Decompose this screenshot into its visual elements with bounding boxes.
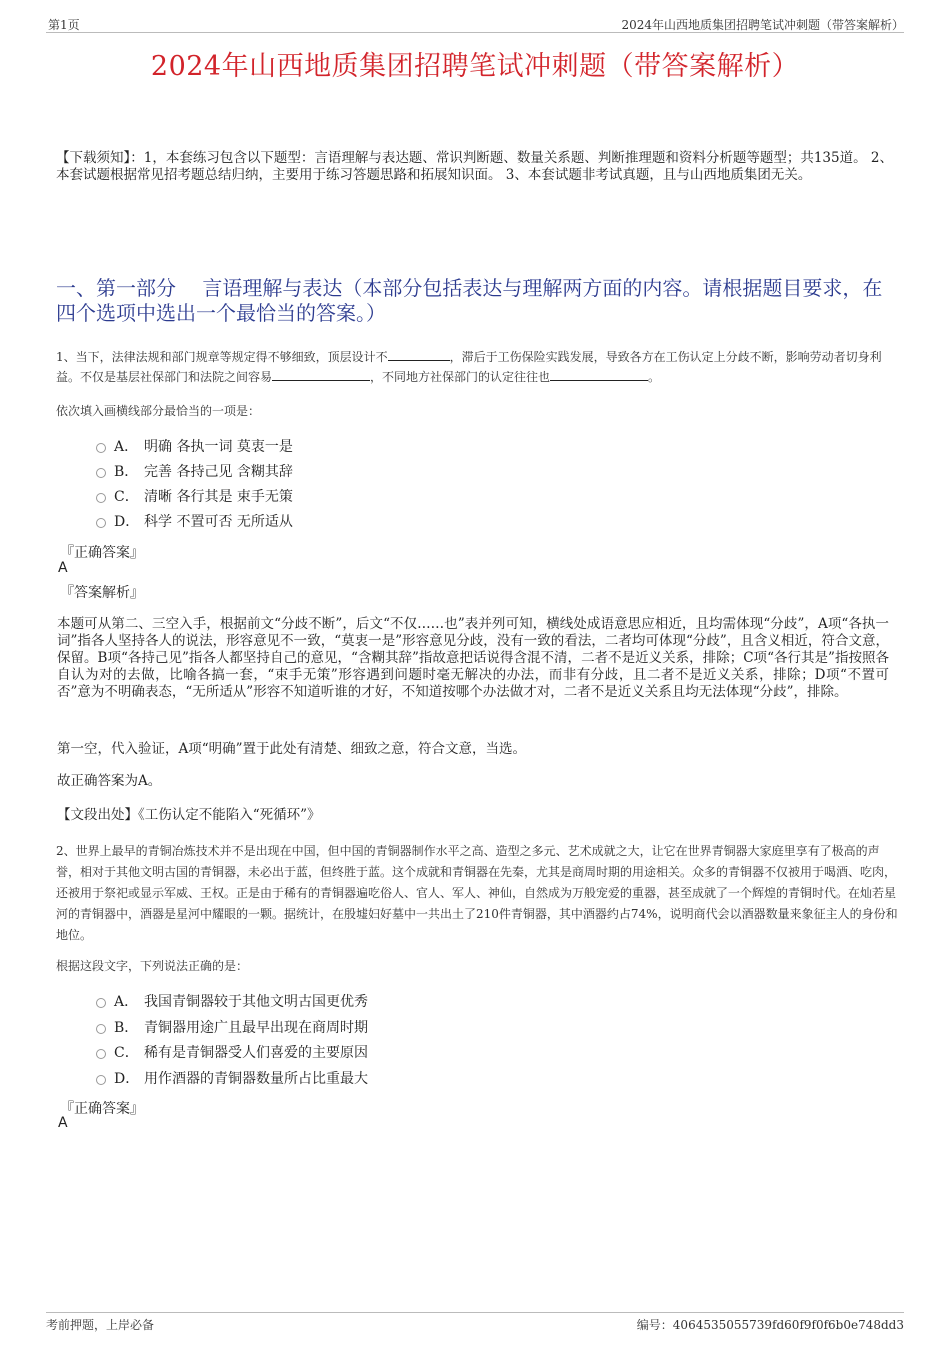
q2-answer: A bbox=[58, 1115, 68, 1131]
footer-slogan: 考前押题，上岸必备 bbox=[46, 1318, 155, 1332]
page-number: 第1页 bbox=[48, 18, 80, 32]
page-header bbox=[46, 14, 904, 33]
question-1-prompt: 依次填入画横线部分最恰当的一项是： bbox=[56, 404, 261, 418]
radio-button[interactable] bbox=[96, 1075, 106, 1085]
question-1-text: 1、当下，法律法规和部门规章等规定得不够细致，顶层设计不 ，滞后于工伤保险实践发展，导致各方在工伤认定上分歧不断，影响劳动者切身利益。不仅是基层社保部门和法院之间容易 ，不同地方社保部门的认定往往也 。 bbox=[56, 347, 901, 387]
q1-answer: A bbox=[58, 560, 68, 576]
question-2-prompt: 根据这段文字，下列说法正确的是： bbox=[56, 959, 249, 973]
q1-source: 【文段出处】《工伤认定不能陷入“死循环”》 bbox=[57, 807, 321, 823]
q1-analysis-paragraph: 本题可从第二、三空入手，根据前文“分歧不断”，后文“不仅……也”表并列可知，横线处成语意思应相近，且均需体现“分歧”，A项“各执一词”指各人坚持各人的说法，形容意见不一致，“莫衷一是”形容意见分歧，没有一致的看法，二者均可体现“分歧”，且含义相近，符合文意，保留。B项“各持己见”指各人都坚持自己的意见，“含糊其辞”指故意把话说得含混不清，二者不是近义关系，排除；C项“各行其是”指按照各自认为对的去做，比喻各搞一套，“束手无策”形容遇到问题时毫无解决的办法，而非有分歧，且二者不是近义关系，排除；D项“不置可否”意为不明确表态，“无所适从”形容不知道听谁的才好，不知道按哪个办法做才对，二者不是近义关系且均无法体现“分歧”，排除。 bbox=[57, 616, 889, 700]
header-doc-title: 2024年山西地质集团招聘笔试冲刺题（带答案解析） bbox=[621, 18, 904, 32]
q1-analysis-paragraph: 第一空，代入验证，A项“明确”置于此处有清楚、细致之意，符合文意，当选。 bbox=[57, 741, 527, 757]
radio-button[interactable] bbox=[96, 468, 106, 478]
radio-button[interactable] bbox=[96, 1024, 106, 1034]
q1-analysis-paragraph: 故正确答案为A。 bbox=[57, 773, 162, 789]
section-heading: 一、第一部分 言语理解与表达（本部分包括表达与理解两方面的内容。请根据题目要求，在四个选项中选出一个最恰当的答案。） bbox=[56, 276, 883, 325]
page-title: 2024年山西地质集团招聘笔试冲刺题（带答案解析） bbox=[150, 51, 800, 82]
radio-button[interactable] bbox=[96, 518, 106, 528]
answer-blank bbox=[272, 367, 370, 381]
radio-button[interactable] bbox=[96, 1049, 106, 1059]
q2-answer-label: 『正确答案』 bbox=[60, 1101, 144, 1117]
answer-blank bbox=[550, 367, 648, 381]
answer-blank bbox=[388, 347, 450, 361]
q1-analysis-label: 『答案解析』 bbox=[60, 585, 144, 601]
q1-answer-label: 『正确答案』 bbox=[60, 545, 144, 561]
radio-button[interactable] bbox=[96, 443, 106, 453]
radio-button[interactable] bbox=[96, 493, 106, 503]
page-footer bbox=[46, 1312, 904, 1333]
footer-doc-id: 编号：4064535055739fd60f9f0f6b0e748dd3 bbox=[636, 1318, 904, 1332]
download-notice: 【下载须知】：1，本套练习包含以下题型：言语理解与表达题、常识判断题、数量关系题、判断推理题和资料分析题等题型；共135道。 2、本套试题根据常见招考题总结归纳，主要用于练习答题思路和拓展知识面。 3、本套试题非考试真题，且与山西地质集团无关。 bbox=[56, 150, 893, 183]
question-2-text: 2、世界上最早的青铜冶炼技术并不是出现在中国，但中国的青铜器制作水平之高、造型之多元、艺术成就之大，让它在世界青铜器大家庭里享有了极高的声誉，相对于其他文明古国的青铜器，未必出于蓝，但终胜于蓝。这个成就和青铜器在先秦，尤其是商周时期的用途相关。众多的青铜器不仅被用于喝酒、吃肉，还被用于祭祀或显示军威、王权。正是由于稀有的青铜器遍吃俗人、官人、军人、神仙，自然成为万般宠爱的重器，甚至成就了一个辉煌的青铜时代。在灿若星河的青铜器中，酒器是星河中耀眼的一颗。据统计，在殷墟妇好墓中一共出土了210件青铜器，其中酒器约占74%，说明商代会以酒器数量来象征主人的身份和地位。 bbox=[56, 844, 898, 942]
radio-button[interactable] bbox=[96, 998, 106, 1008]
